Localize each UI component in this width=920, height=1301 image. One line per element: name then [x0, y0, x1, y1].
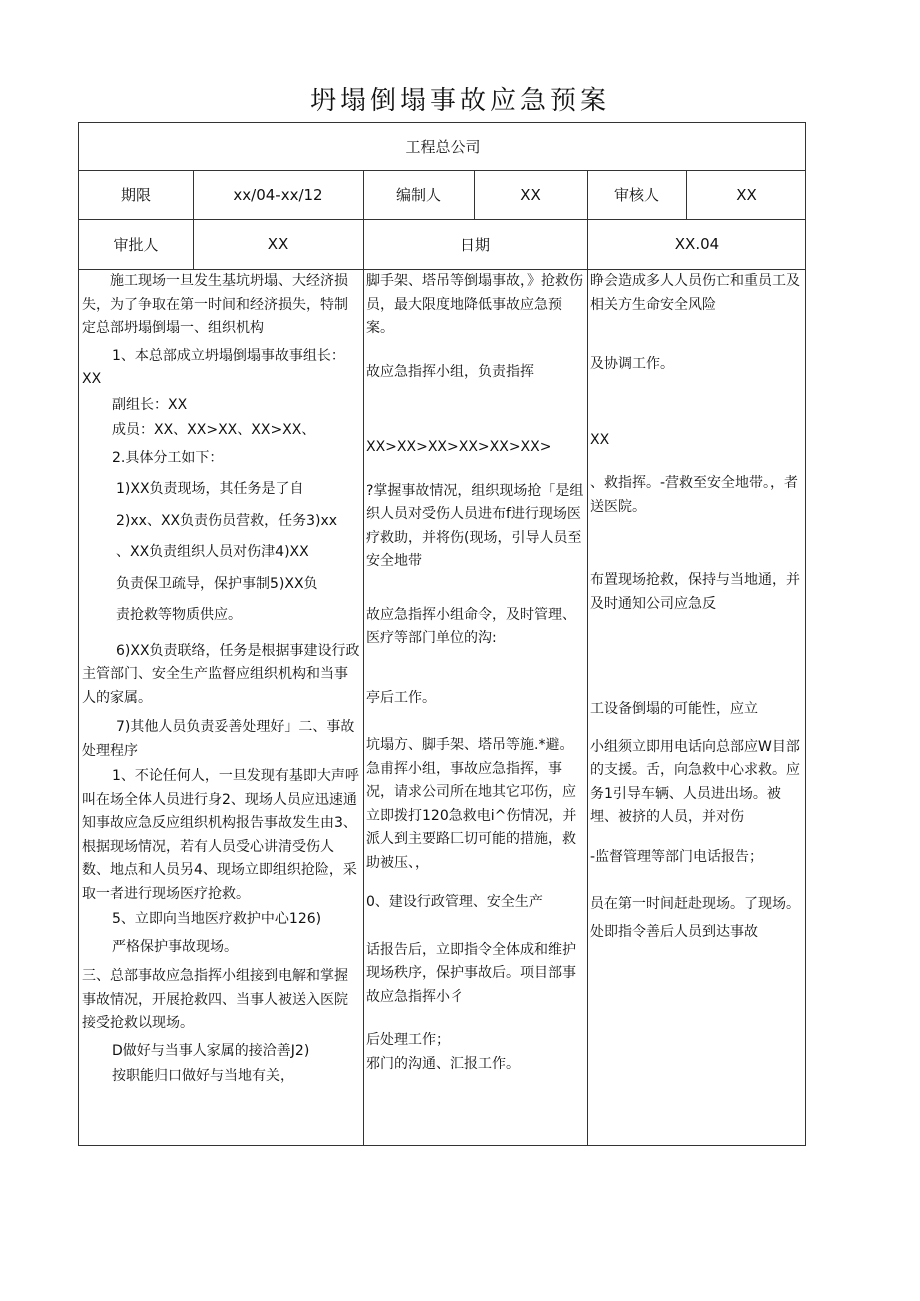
paragraph: 责抢救等物质供应。 [116, 607, 242, 623]
paragraph: 0、建设行政管理、安全生产 [366, 894, 543, 910]
paragraph: 按职能归口做好与当地有关， [112, 1068, 294, 1084]
paragraph: 严格保护事故现场。 [112, 938, 238, 955]
paragraph: 脚手架、塔吊等倒塌事故，》抢救伤员，最大限度地降低事故应急预案。 [366, 273, 583, 336]
paragraph: 2.具体分工如下： [112, 449, 224, 466]
approver-label: 审批人 [113, 235, 159, 254]
paragraph: 及协调工作。 [590, 356, 674, 372]
paragraph: 1、不论任何人，一旦发现有基即大声呼叫在场全体人员进行身2、现场人员应迅速通知事故应急反应组织机构报告事故发生由3、根据现场情况，若有人员受心讲清受伤人数、地点和人员另4、现场立即组织抢险，采取一者进行现场医疗抢救。 [82, 768, 359, 902]
date-label: 日期 [459, 235, 490, 254]
paragraph: 三、总部事故应急指挥小组接到电解和掌握事故情况，开展抢救四、当事人被送入医院接受抢救以现场。 [82, 968, 348, 1031]
paragraph: XX [590, 431, 610, 448]
paragraph: 故应急指挥小组命令，及时管理、医疗等部门单位的沟: [366, 606, 576, 646]
paragraph: ?掌握事故情况，组织现场抢「是组织人员对受伤人员进布f进行现场医疗救助，并将伤(现场，引导人员至安全地带 [366, 482, 584, 569]
paragraph: 睁会造成多人人员伤亡和重员工及相关方生命安全风险 [590, 273, 800, 313]
paragraph: -监督管理等部门电话报告； [590, 848, 764, 865]
paragraph: 邪门的沟通、汇报工作。 [366, 1055, 520, 1072]
paragraph: 副组长：XX [112, 396, 188, 413]
paragraph: 亭后工作。 [366, 689, 436, 706]
paragraph: 、XX负责组织人员对伤津4)XX [116, 544, 309, 560]
paragraph: 、救指挥。-营救至安全地带。，者送医院。 [590, 475, 799, 515]
date-value: XX.04 [674, 235, 720, 253]
paragraph: 后处理工作； [366, 1032, 450, 1048]
body-column-left [82, 270, 361, 1089]
col-divider [587, 170, 588, 1146]
reviewer-value: XX [736, 185, 757, 204]
paragraph: 1、本总部成立坍塌倒塌事故事组长：XX [82, 347, 345, 387]
col-divider [363, 170, 364, 1146]
paragraph: 布置现场抢救，保持与当地通，并及时通知公司应急反 [590, 572, 800, 612]
period-value: xx/04-xx/12 [233, 185, 323, 204]
paragraph: 施工现场一旦发生基坑坍塌、大经济损失，为了争取在第一时间和经济损失，特制定总部坍塌倒塌一、组织机构 [82, 273, 348, 336]
paragraph: 7)其他人员负责妥善处理好」二、事故处理程序 [82, 719, 355, 759]
paragraph: 1)XX负责现场，其任务是了自 [116, 481, 304, 497]
paragraph: 小组须立即用电话向总部应W目部的支援。舌，向急救中心求救。应务1引导车辆、人员进出场。被埋、被挤的人员，并对伤 [590, 738, 800, 825]
paragraph: 话报告后，立即指令全体成和维护现场秩序，保护事故后。项目部事故应急指挥小彳 [366, 941, 576, 1005]
paragraph: 负责保卫疏导，保护事制5)XX负 [116, 575, 318, 592]
paragraph: 5、立即向当地医疗救护中心126) [112, 911, 322, 927]
reviewer-label: 审核人 [613, 186, 659, 204]
approver-value: XX [267, 235, 289, 253]
body-column-middle [366, 270, 585, 1076]
paragraph: 员在第一时间赶赴现场。了现场。 [590, 896, 800, 912]
paragraph: 故应急指挥小组，负责指挥 [366, 363, 534, 380]
paragraph: 2)xx、XX负责伤员营救，任务3)xx [116, 512, 338, 529]
author-label: 编制人 [395, 186, 441, 204]
plan-table [78, 122, 806, 1146]
document-title: 坍塌倒塌事故应急预案 [309, 86, 610, 116]
paragraph: 工设备倒塌的可能性，应立 [590, 701, 758, 717]
paragraph: 急甫挥小组，事故应急指挥，事况，请求公司所在地其它邛伤，应立即拨打120急救电i^伤情况，并派人到主要路匚切可能的措施，救助被压、， [366, 760, 577, 871]
company-name: 工程总公司 [405, 138, 481, 156]
paragraph: 坑塌方、脚手架、塔吊等施.*避。 [366, 737, 574, 753]
paragraph: 成员：XX、XX>XX、XX>XX、 [112, 422, 316, 438]
author-value: XX [520, 185, 541, 204]
paragraph: 处即指令善后人员到达事故 [590, 923, 758, 940]
body-column-right [590, 270, 802, 944]
paragraph: XX>XX>XX>XX>XX>XX> [366, 439, 552, 455]
paragraph: 6)XX负责联络，任务是根据事建设行政主管部门、安全生产监督应组织机构和当事人的家属。 [82, 642, 360, 706]
period-label: 期限 [120, 186, 151, 204]
paragraph: D做好与当事人家属的接洽善J2) [112, 1042, 310, 1059]
